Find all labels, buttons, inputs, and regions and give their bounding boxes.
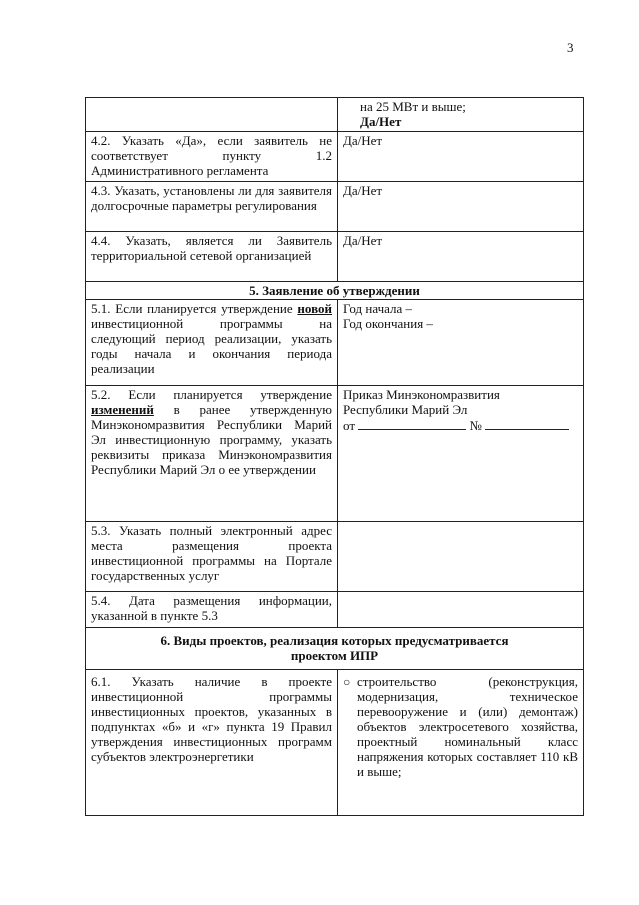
radio-circle-icon[interactable]: ○	[343, 675, 351, 689]
start-year-field[interactable]: Год начала –	[343, 301, 412, 316]
question-cell: 6.1. Указать наличие в проекте инвестиционной программы инвестиционных проектов, указанных в подпунктах «б» и «г» пункта 19 Правил утверждения инвестиционных программ субъектов электроэнергетики	[86, 670, 338, 816]
table-row	[86, 182, 584, 232]
emphasis-changes: изменений	[91, 402, 154, 417]
continued-text: на 25 МВт и выше;	[360, 99, 466, 114]
question-rest: инвестиционной программы на следующий период реализации, указать годы начала и окончания периода реализации	[91, 316, 332, 376]
answer-cell	[338, 300, 584, 386]
web-address-field[interactable]	[338, 522, 584, 592]
section-5-title: 5. Заявление об утверждении	[86, 282, 584, 300]
publication-date-field[interactable]	[338, 592, 584, 628]
section-6-title-line1: 6. Виды проектов, реализация которых предусматривается	[160, 633, 509, 648]
yes-no-answer[interactable]: Да/Нет	[338, 182, 584, 232]
application-form-table	[85, 97, 584, 816]
number-label: №	[469, 418, 482, 433]
answer-cell	[338, 98, 584, 132]
answer-cell	[338, 670, 584, 816]
option-text: строительство (реконструкция, модернизация, техническое перевооружение и (или) демонтаж) объектов электросетевого хозяйства, проектный номинальный класс напряжения которых составляет 110 кВ и выше;	[357, 674, 578, 779]
section-6-title-line2: проектом ИПР	[290, 648, 379, 663]
answer-cell	[338, 386, 584, 522]
project-type-option[interactable]	[343, 674, 578, 779]
emphasis-new: новой	[297, 301, 332, 316]
order-details-line	[343, 417, 578, 433]
table-row	[86, 132, 584, 182]
end-year-field[interactable]: Год окончания –	[343, 316, 433, 331]
from-label: от	[343, 418, 356, 433]
question-cell: 4.2. Указать «Да», если заявитель не соответствует пункту 1.2 Административного регламента	[86, 132, 338, 182]
question-cell	[86, 98, 338, 132]
table-row	[86, 592, 584, 628]
section-header-row	[86, 282, 584, 300]
table-row	[86, 232, 584, 282]
table-row	[86, 98, 584, 132]
order-title-line1: Приказ Минэкономразвития	[343, 387, 500, 402]
question-cell: 5.3. Указать полный электронный адрес места размещения проекта инвестиционной программы на Портале государственных услуг	[86, 522, 338, 592]
order-number-field[interactable]	[485, 417, 569, 430]
section-6-title	[86, 628, 584, 670]
yes-no-answer[interactable]: Да/Нет	[338, 232, 584, 282]
question-cell: 4.4. Указать, является ли Заявитель территориальной сетевой организацией	[86, 232, 338, 282]
question-cell: 5.4. Дата размещения информации, указанной в пункте 5.3	[86, 592, 338, 628]
question-cell: 4.3. Указать, установлены ли для заявителя долгосрочные параметры регулирования	[86, 182, 338, 232]
order-date-field[interactable]	[358, 417, 466, 430]
question-cell	[86, 386, 338, 522]
page-number: 3	[567, 40, 574, 55]
table-row	[86, 386, 584, 522]
question-cell	[86, 300, 338, 386]
section-header-row	[86, 628, 584, 670]
question-rest: в ранее утвержденную Минэкономразвития Республики Марий Эл инвестиционную программу, указать реквизиты приказа Минэкономразвития Республики Марий Эл о ее утверждении	[91, 402, 332, 477]
table-row	[86, 300, 584, 386]
table-row	[86, 670, 584, 816]
question-lead: 5.1. Если планируется утверждение	[91, 301, 293, 316]
yes-no-answer[interactable]: Да/Нет	[338, 132, 584, 182]
order-title-line2: Республики Марий Эл	[343, 402, 468, 417]
question-lead: 5.2. Если планируется утверждение	[91, 387, 332, 402]
yes-no-answer: Да/Нет	[360, 114, 402, 129]
table-row	[86, 522, 584, 592]
